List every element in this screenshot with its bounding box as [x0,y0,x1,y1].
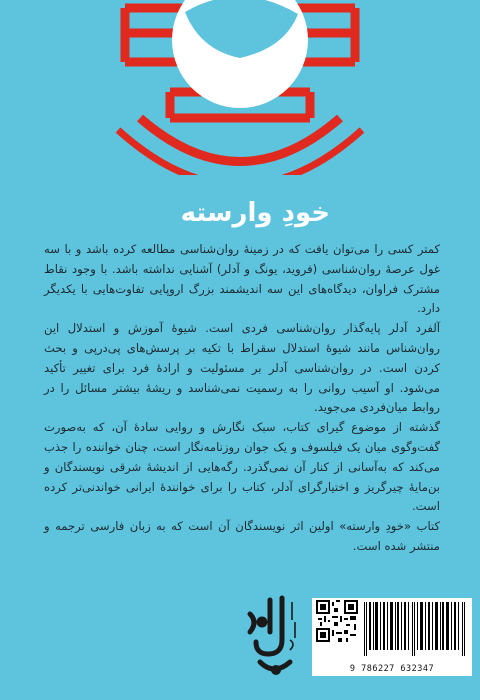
description-paragraph: آلفرد آدلر پایه‌گذار روان‌شناسی فردی است. شیوهٔ آموزش و استدلال این روان‌شناس مانند شیوهٔ استدلال سقراط با تکیه بر پرسش‌های پی‌درپی و بحث کردن است. در روان‌شناسی آدلر بر مسئولیت و ارادهٔ فرد برای تغییر تأکید می‌شود. او آسیب روانی را به رسمیت نمی‌شناسد و ریشهٔ بیشتر مسائل را در روابط میان‌فردی می‌جوید. [44,321,440,415]
red-emblem-graphic [0,0,480,175]
description-paragraph: گذشته از موضوع گیرای کتاب، سبک نگارش و روایی سادهٔ آن، که به‌صورت گفت‌وگوی میان یک فیلسوف و یک جوان روزنامه‌نگار است، چنان خواننده را جذب می‌کند که به‌آسانی از کنار آن نمی‌گذرد. رگه‌هایی از اندیشهٔ شرقی نویسندگان و بن‌مایهٔ چیرگریز و اختیارگرای آدلر، کتاب را برای خوانندهٔ ایرانی خواندنی‌تر کرده است. [44,420,440,514]
qr-code [316,600,358,642]
book-title: خودِ وارسته [180,198,330,228]
publisher-logo [240,592,302,682]
isbn-number: 9 786227 632347 [349,664,435,674]
description-paragraph: کمتر کسی را می‌توان یافت که در زمینهٔ روان‌شناسی مطالعه کرده باشد و با سه غول عرصهٔ روان‌شناسی (فروید، یونگ و آدلر) آشنایی نداشته باشد. با وجود نقاط مشترک فراوان، دیدگاه‌های این سه اندیشمند بزرگ اروپایی تفاوت‌هایی با یکدیگر دارد. [44,242,440,316]
barcode-sticker [312,598,472,676]
description-paragraph: کتاب «خودِ وارسته» اولین اثر نویسندگان آن است که به زبان فارسی ترجمه و منتشر شده است. [44,519,440,553]
barcode-bars [362,602,468,656]
book-description [44,240,440,557]
